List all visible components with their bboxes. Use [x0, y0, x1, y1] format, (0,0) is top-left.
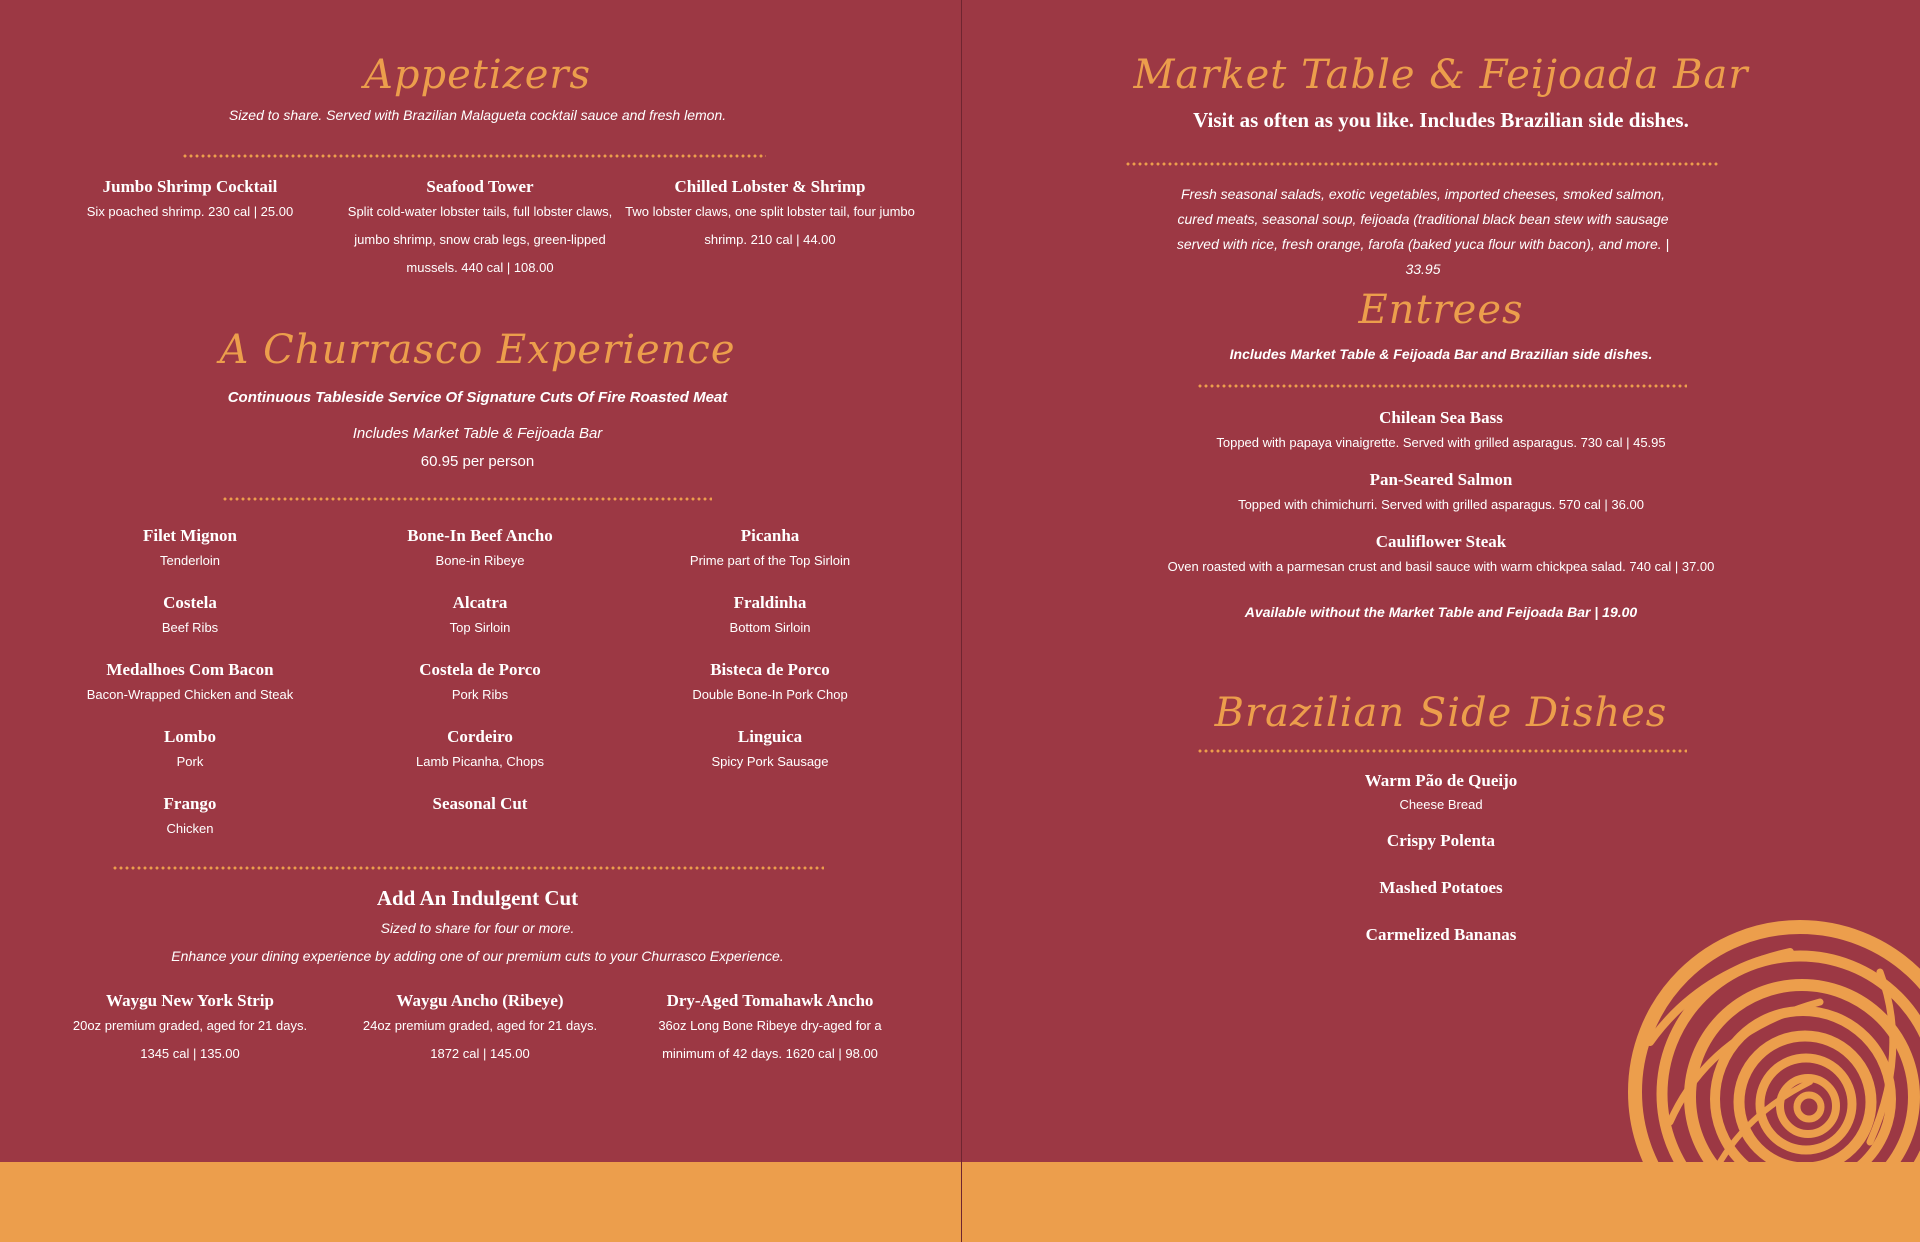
item-desc: Split cold-water lobster tails, full lobster claws, jumbo shrimp, snow crab legs, green-lipped mussels. 440 cal | 108.00	[347, 204, 613, 275]
churrasco-section	[90, 325, 865, 473]
item-desc: Six poached shrimp. 230 cal | 25.00	[86, 204, 294, 219]
menu-item	[1022, 469, 1860, 519]
churrasco-price: 60.95 per person	[420, 453, 535, 470]
entrees-footnote: Available without the Market Table and Feijoada Bar | 19.00	[1244, 604, 1638, 620]
item-name: Jumbo Shrimp Cocktail	[102, 177, 278, 196]
entrees-divider	[1197, 383, 1687, 389]
sides-title: Brazilian Side Dishes	[1214, 690, 1668, 736]
churrasco-includes: Includes Market Table & Feijoada Bar	[352, 425, 603, 442]
item-desc: Cheese Bread	[1399, 797, 1483, 812]
menu-item	[335, 793, 625, 843]
item-name: Costela	[163, 593, 217, 612]
item-name: Picanha	[740, 526, 800, 545]
item-name: Alcatra	[452, 593, 508, 612]
item-desc: Pork Ribs	[451, 687, 509, 702]
item-name: Waygu New York Strip	[106, 991, 274, 1010]
item-desc: Double Bone-In Pork Chop	[692, 687, 848, 702]
item-name: Cauliflower Steak	[1375, 532, 1507, 551]
menu-item	[625, 659, 915, 709]
appetizers-divider	[182, 153, 766, 159]
item-desc: Oven roasted with a parmesan crust and basil sauce with warm chickpea salad. 740 cal | 37.00	[1167, 559, 1715, 574]
sides-section	[1052, 688, 1830, 738]
entrees-title: Entrees	[1358, 287, 1524, 333]
item-name: Filet Mignon	[143, 526, 237, 545]
indulgent-note-enhance: Enhance your dining experience by adding one of our premium cuts to your Churrasco Experience.	[171, 948, 784, 964]
menu-item	[1022, 407, 1860, 457]
market-description-block	[1162, 182, 1684, 282]
entrees-section	[1052, 285, 1830, 365]
item-name: Fraldinha	[733, 593, 807, 612]
item-name: Chilled Lobster & Shrimp	[674, 177, 866, 196]
entrees-list	[1022, 407, 1860, 623]
menu-item	[45, 176, 335, 282]
menu-item	[335, 726, 625, 776]
menu-item	[45, 793, 335, 843]
item-name: Frango	[163, 794, 217, 813]
churrasco-cuts-grid	[45, 525, 915, 843]
item-name: Pan-Seared Salmon	[1369, 470, 1513, 489]
menu-item	[1052, 770, 1830, 818]
churrasco-title: A Churrasco Experience	[219, 327, 736, 373]
item-desc: Bacon-Wrapped Chicken and Steak	[86, 687, 294, 702]
item-desc: 20oz premium graded, aged for 21 days. 1345 cal | 135.00	[72, 1018, 308, 1061]
item-name: Waygu Ancho (Ribeye)	[396, 991, 564, 1010]
item-name: Costela de Porco	[419, 660, 541, 679]
menu-item	[335, 525, 625, 575]
indulgent-divider	[112, 865, 824, 871]
churrasco-subtitle: Continuous Tableside Service Of Signature Cuts Of Fire Roasted Meat	[227, 389, 728, 406]
item-desc: 24oz premium graded, aged for 21 days. 1872 cal | 145.00	[362, 1018, 598, 1061]
item-name: Dry-Aged Tomahawk Ancho	[666, 991, 874, 1010]
item-desc: Bone-in Ribeye	[435, 553, 525, 568]
item-desc: Beef Ribs	[161, 620, 219, 635]
bottom-band-right	[962, 1162, 1920, 1242]
indulgent-note-size: Sized to share for four or more.	[380, 920, 575, 936]
item-name: Mashed Potatoes	[1379, 878, 1503, 897]
item-name: Medalhoes Com Bacon	[106, 660, 274, 679]
item-name: Crispy Polenta	[1386, 831, 1496, 850]
item-desc: Topped with papaya vinaigrette. Served with grilled asparagus. 730 cal | 45.95	[1216, 435, 1666, 450]
appetizers-section	[90, 50, 865, 126]
item-desc: Bottom Sirloin	[729, 620, 811, 635]
item-desc: Tenderloin	[160, 553, 220, 568]
menu-item	[1052, 877, 1830, 899]
menu-item	[45, 659, 335, 709]
market-title: Market Table & Feijoada Bar	[1133, 52, 1749, 98]
item-desc: Chicken	[166, 821, 214, 836]
item-desc: Topped with chimichurri. Served with grilled asparagus. 570 cal | 36.00	[1238, 497, 1644, 512]
entrees-note: Includes Market Table & Feijoada Bar and Brazilian side dishes.	[1229, 346, 1653, 362]
item-name: Seafood Tower	[426, 177, 534, 196]
churrasco-divider	[222, 496, 712, 502]
item-desc: Spicy Pork Sausage	[711, 754, 829, 769]
indulgent-grid	[45, 990, 915, 1068]
menu-item	[625, 592, 915, 642]
appetizers-grid	[45, 176, 915, 282]
right-menu-page	[962, 0, 1920, 1242]
item-name: Bisteca de Porco	[710, 660, 830, 679]
appetizers-title: Appetizers	[363, 52, 592, 98]
rose-swirl-graphic	[1580, 912, 1920, 1162]
menu-item	[45, 990, 335, 1068]
menu-item	[335, 990, 625, 1068]
menu-item	[1022, 531, 1860, 581]
menu-item	[45, 592, 335, 642]
market-divider	[1125, 161, 1720, 167]
menu-item	[335, 659, 625, 709]
item-desc: Prime part of the Top Sirloin	[689, 553, 851, 568]
sides-divider	[1197, 748, 1687, 754]
menu-item	[1052, 830, 1830, 852]
item-name: Chilean Sea Bass	[1379, 408, 1503, 427]
indulgent-title: Add An Indulgent Cut	[376, 886, 579, 910]
item-name: Carmelized Bananas	[1365, 925, 1517, 944]
item-name: Warm Pão de Queijo	[1364, 771, 1518, 790]
indulgent-section	[90, 886, 865, 967]
item-desc: Top Sirloin	[449, 620, 511, 635]
item-name: Cordeiro	[447, 727, 513, 746]
menu-item	[335, 592, 625, 642]
bottom-band-left	[0, 1162, 961, 1242]
item-desc: Pork	[176, 754, 204, 769]
item-name: Lombo	[164, 727, 216, 746]
menu-item	[45, 525, 335, 575]
menu-item	[335, 176, 625, 282]
market-section	[1052, 50, 1830, 133]
item-desc: Two lobster claws, one split lobster tail, four jumbo shrimp. 210 cal | 44.00	[625, 204, 915, 247]
item-desc: Lamb Picanha, Chops	[416, 754, 544, 769]
item-name: Bone-In Beef Ancho	[407, 526, 553, 545]
item-name: Seasonal Cut	[432, 794, 528, 813]
market-desc: Fresh seasonal salads, exotic vegetables, imported cheeses, smoked salmon, cured meats, seasonal soup, feijoada (traditional black bean stew with sausage served with rice, fresh orange, farofa (baked yuca flour with bacon), and more. | 33.95	[1176, 186, 1670, 277]
menu-item	[45, 726, 335, 776]
item-desc: 36oz Long Bone Ribeye dry-aged for a minimum of 42 days. 1620 cal | 98.00	[658, 1018, 882, 1061]
menu-item	[625, 990, 915, 1068]
item-name: Linguica	[737, 727, 803, 746]
menu-item	[625, 525, 915, 575]
appetizers-note: Sized to share. Served with Brazilian Malagueta cocktail sauce and fresh lemon.	[228, 107, 727, 123]
rose-swirl-icon	[1580, 912, 1920, 1162]
menu-item	[625, 176, 915, 282]
menu-item	[625, 726, 915, 776]
market-subtitle: Visit as often as you like. Includes Brazilian side dishes.	[1193, 108, 1689, 132]
